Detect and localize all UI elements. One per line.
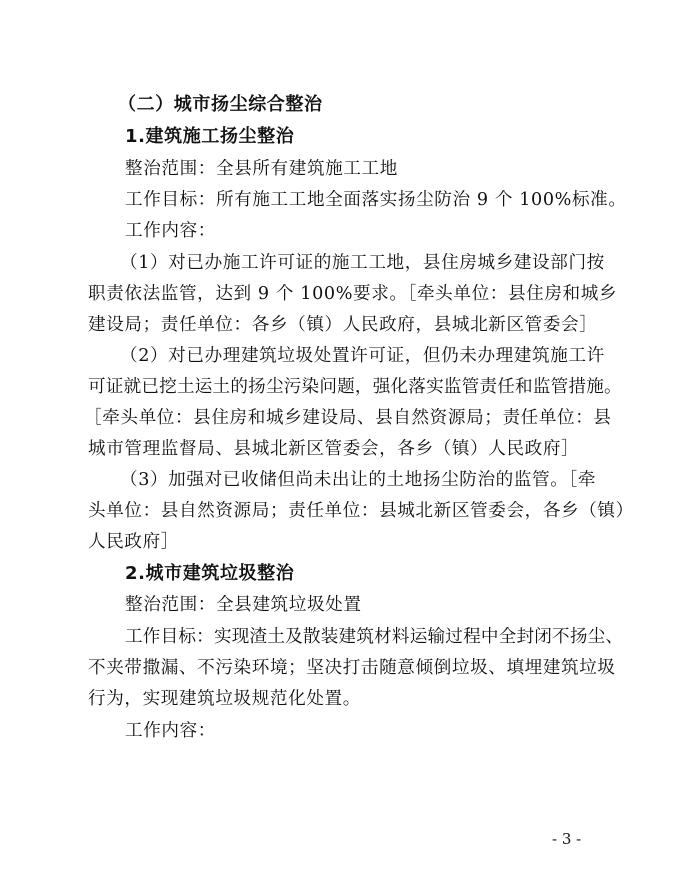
goal-1: 工作目标：所有施工工地全面落实扬尘防治 9 个 100%标准。 [125,190,627,210]
scope-1: 整治范围：全县所有建筑施工工地 [125,159,398,179]
item-2-line-1: （2）对已办理建筑垃圾处置许可证，但仍未办理建筑施工许 [120,346,605,366]
item-2-line-2: 可证就已挖土运土的扬尘污染问题，强化落实监管责任和监管措施。 [88,377,622,397]
goal-2-line-3: 行为，实现建筑垃圾规范化处置。 [88,689,361,709]
item-3-line-1: （3）加强对已收储但尚未出让的土地扬尘防治的监管。［牵 [120,470,597,490]
page-number: - 3 - [552,830,582,848]
item-3-line-2: 头单位：县自然资源局；责任单位：县城北新区管委会，各乡（镇） [88,501,634,521]
section-title: （二）城市扬尘综合整治 [118,94,323,115]
item-3-line-3: 人民政府］ [88,532,179,552]
item-2-line-4: 城市管理监督局、县城北新区管委会，各乡（镇）人民政府］ [88,439,580,459]
goal-2-line-2: 不夹带撒漏、不污染环境；坚决打击随意倾倒垃圾、填埋建筑垃圾 [88,658,616,678]
item-1-line-2: 职责依法监管，达到 9 个 100%要求。［牵头单位：县住房和城乡 [88,284,618,304]
item-2-line-3: ［牵头单位：县住房和城乡建设局、县自然资源局；责任单位：县 [84,408,612,428]
item-1-line-3: 建设局；责任单位：各乡（镇）人民政府，县城北新区管委会］ [88,315,598,335]
subsection-title-1: 1.建筑施工扬尘整治 [125,126,295,147]
item-1-line-1: （1）对已办施工许可证的施工工地，县住房城乡建设部门按 [120,253,605,273]
goal-2-line-1: 工作目标：实现渣土及散装建筑材料运输过程中全封闭不扬尘、 [125,627,624,647]
content-label-1: 工作内容： [125,221,216,241]
scope-2: 整治范围：全县建筑垃圾处置 [125,595,362,615]
subsection-title-2: 2.城市建筑垃圾整治 [125,563,295,584]
content-label-2: 工作内容： [125,721,216,741]
